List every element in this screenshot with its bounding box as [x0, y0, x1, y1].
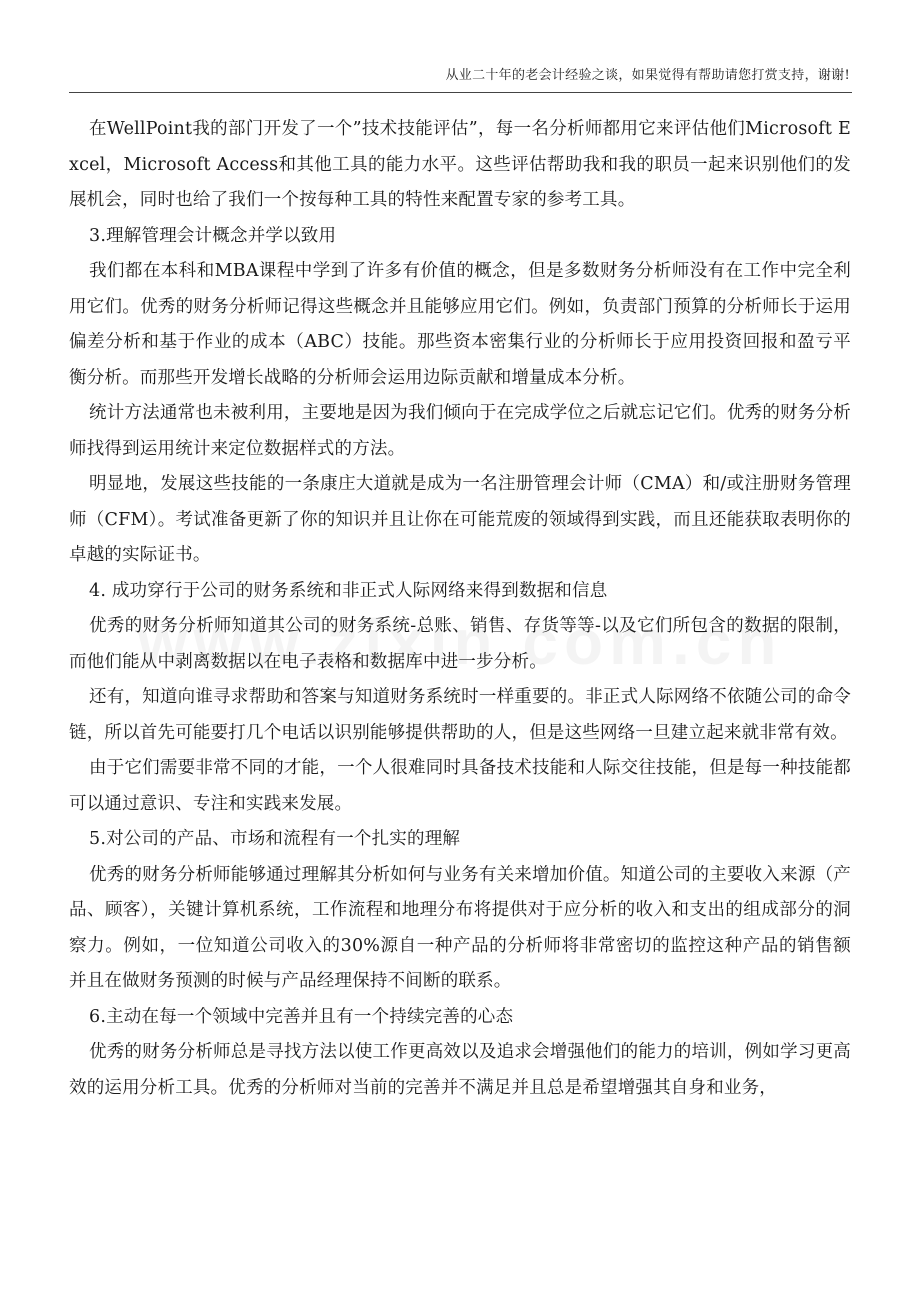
header-divider [69, 92, 852, 93]
paragraph-continuous-improvement: 优秀的财务分析师总是寻找方法以使工作更高效以及追求会增强他们的能力的培训，例如学习更高效的运用分析工具。优秀的分析师对当前的完善并不满足并且总是希望增强其自身和业务， [69, 1042, 851, 1098]
paragraph-skills-development: 由于它们需要非常不同的才能，一个人很难同时具备技术技能和人际交往技能，但是每一种技能都可以通过意识、专注和实践来发展。 [69, 758, 851, 814]
header-note: 从业二十年的老会计经验之谈，如果觉得有帮助请您打赏支持，谢谢! [445, 68, 850, 83]
paragraph-certification: 明显地，发展这些技能的一条康庄大道就是成为一名注册管理会计师（CMA）和/或注册财务管理师（CFM）。考试准备更新了你的知识并且让你在可能荒废的领域得到实践，而且还能获取表明你的卓越的实际证书。 [69, 474, 851, 565]
document-body [69, 112, 851, 1106]
paragraph-wellpoint-assessment: 在WellPoint我的部门开发了一个”技术技能评估”，每一名分析师都用它来评估他们Microsoft Excel，Microsoft Access和其他工具的能力水平。这些评估帮助我和我的职员一起来识别他们的发展机会，同时也给了我们一个按每种工具的特性来配置专家的参考工具。 [69, 119, 851, 210]
paragraph-statistics: 统计方法通常也未被利用，主要地是因为我们倾向于在完成学位之后就忘记它们。优秀的财务分析师找得到运用统计来定位数据样式的方法。 [69, 403, 851, 459]
section-heading-5: 5.对公司的产品、市场和流程有一个扎实的理解 [89, 829, 461, 849]
section-heading-3: 3.理解管理会计概念并学以致用 [89, 225, 337, 246]
section-heading-6: 6.主动在每一个领域中完善并且有一个持续完善的心态 [89, 1006, 514, 1027]
paragraph-business-understanding: 优秀的财务分析师能够通过理解其分析如何与业务有关来增加价值。知道公司的主要收入来源（产品、顾客），关键计算机系统，工作流程和地理分布将提供对于应分析的收入和支出的组成部分的洞察力。例如，一位知道公司收入的30%源自一种产品的分析师将非常密切的监控这种产品的销售额并且在做财务预测的时候与产品经理保持不间断的联系。 [69, 864, 851, 991]
paragraph-informal-networks: 还有，知道向谁寻求帮助和答案与知道财务系统时一样重要的。非正式人际网络不依随公司的命令链，所以首先可能要打几个电话以识别能够提供帮助的人，但是这些网络一旦建立起来就非常有效。 [69, 687, 851, 743]
section-heading-4: 4. 成功穿行于公司的财务系统和非正式人际网络来得到数据和信息 [89, 580, 608, 601]
paragraph-management-accounting: 我们都在本科和MBA课程中学到了许多有价值的概念，但是多数财务分析师没有在工作中完全利用它们。优秀的财务分析师记得这些概念并且能够应用它们。例如，负责部门预算的分析师长于运用偏差分析和基于作业的成本（ABC）技能。那些资本密集行业的分析师长于应用投资回报和盈亏平衡分析。而那些开发增长战略的分析师会运用边际贡献和增量成本分析。 [69, 261, 851, 388]
paragraph-financial-systems: 优秀的财务分析师知道其公司的财务系统-总账、销售、存货等等-以及它们所包含的数据的限制，而他们能从中剥离数据以在电子表格和数据库中进一步分析。 [69, 616, 851, 672]
